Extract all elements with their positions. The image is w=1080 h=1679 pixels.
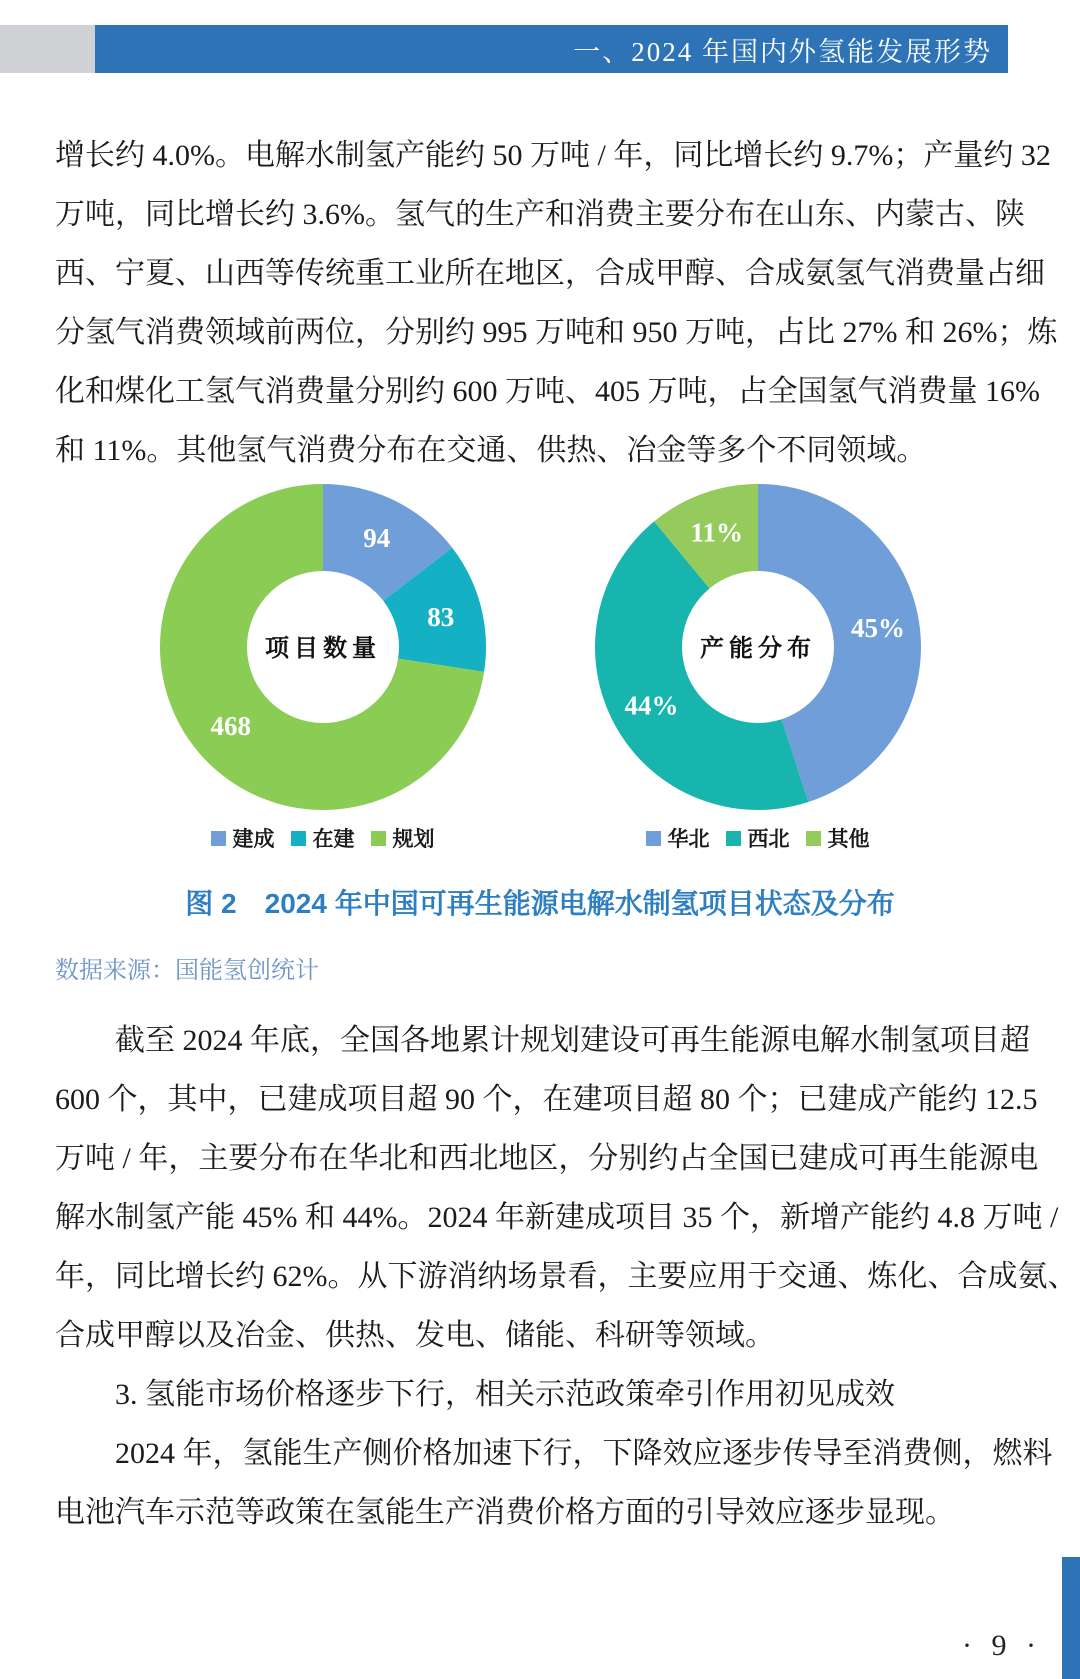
legend-label: 其他: [827, 827, 870, 851]
text-line: 合成甲醇以及冶金、供热、发电、储能、科研等领域。: [55, 1319, 775, 1352]
figure-charts: [55, 482, 1025, 850]
legend-item-在建: [291, 823, 355, 853]
text-line: 万吨 / 年，主要分布在华北和西北地区，分别约占全国已建成可再生能源电: [55, 1142, 1039, 1175]
text-line: 截至 2024 年底，全国各地累计规划建设可再生能源电解水制氢项目超: [55, 1024, 1030, 1057]
legend-label: 在建: [312, 827, 355, 851]
legend-label: 规划: [392, 827, 435, 851]
text-line: 解水制氢产能 45% 和 44%。2024 年新建成项目 35 个，新增产能约 4.8 万吨 /: [55, 1201, 1059, 1234]
donut-chart-capacity-distribution: [593, 482, 923, 850]
corner-accent-bar: [1062, 1557, 1080, 1679]
chapter-title: 一、2024 年国内外氢能发展形势: [573, 36, 992, 67]
text-line: 600 个，其中，已建成项目超 90 个，在建项目超 80 个；已建成产能约 12.5: [55, 1083, 1038, 1116]
text-line: 分氢气消费领域前两位，分别约 995 万吨和 950 万吨，占比 27% 和 26%；炼: [55, 316, 1058, 349]
legend-swatch-icon: [371, 831, 386, 846]
slice-value-label: 468: [210, 711, 251, 742]
legend-swatch-icon: [646, 831, 661, 846]
page-header: [0, 25, 1080, 73]
paragraph-1: [55, 126, 1058, 480]
legend-label: 华北: [667, 827, 710, 851]
subheading-3: 3. 氢能市场价格逐步下行，相关示范政策牵引作用初见成效: [55, 1378, 895, 1411]
chapter-header-bar: [95, 25, 1008, 73]
page-number: · 9 ·: [962, 1629, 1042, 1662]
donut-center-title: 项目数量: [264, 636, 381, 662]
legend-region: [646, 826, 870, 850]
slice-value-label: 94: [362, 523, 390, 553]
text-line: 西、宁夏、山西等传统重工业所在地区，合成甲醇、合成氨氢气消费量占细: [55, 257, 1045, 290]
slice-value-label: 44%: [624, 690, 678, 721]
paragraph-2: [55, 1011, 1078, 1365]
legend-label: 西北: [747, 827, 790, 851]
text-line: 万吨，同比增长约 3.6%。氢气的生产和消费主要分布在山东、内蒙古、陕: [55, 198, 1025, 231]
donut-chart-project-count: [158, 482, 488, 850]
text-line: 和 11%。其他氢气消费分布在交通、供热、冶金等多个不同领域。: [55, 434, 927, 467]
legend-item-西北: [726, 823, 790, 853]
text-line: 化和煤化工氢气消费量分别约 600 万吨、405 万吨，占全国氢气消费量 16%: [55, 375, 1040, 408]
legend-item-规划: [371, 823, 435, 853]
legend-item-华北: [646, 823, 710, 853]
paragraph-3: [55, 1424, 1053, 1542]
donut-center-title: 产能分布: [699, 636, 816, 662]
page-content: [55, 126, 1078, 1542]
slice-value-label: 45%: [850, 613, 905, 643]
donut-capacity-distribution: [593, 482, 923, 812]
text-line: 年，同比增长约 62%。从下游消纳场景看，主要应用于交通、炼化、合成氨、: [55, 1260, 1078, 1293]
data-source-label: 数据来源：国能氢创统计: [55, 957, 319, 984]
figure-caption: 图 2 2024 年中国可再生能源电解水制氢项目状态及分布: [185, 888, 895, 919]
legend-swatch-icon: [806, 831, 821, 846]
legend-swatch-icon: [726, 831, 741, 846]
legend-item-建成: [211, 823, 275, 853]
legend-swatch-icon: [211, 831, 226, 846]
text-line: 电池汽车示范等政策在氢能生产消费价格方面的引导效应逐步显现。: [55, 1496, 955, 1529]
legend-item-其他: [806, 823, 870, 853]
legend-label: 建成: [232, 827, 275, 851]
text-line: 增长约 4.0%。电解水制氢产能约 50 万吨 / 年，同比增长约 9.7%；产量约 32: [55, 139, 1051, 172]
slice-value-label: 83: [426, 601, 454, 632]
donut-project-count: [158, 482, 488, 812]
header-gray-block: [0, 25, 95, 73]
legend-swatch-icon: [291, 831, 306, 846]
slice-value-label: 11%: [690, 517, 743, 548]
legend-project-status: [211, 826, 435, 850]
text-line: 2024 年，氢能生产侧价格加速下行，下降效应逐步传导至消费侧，燃料: [55, 1437, 1053, 1470]
